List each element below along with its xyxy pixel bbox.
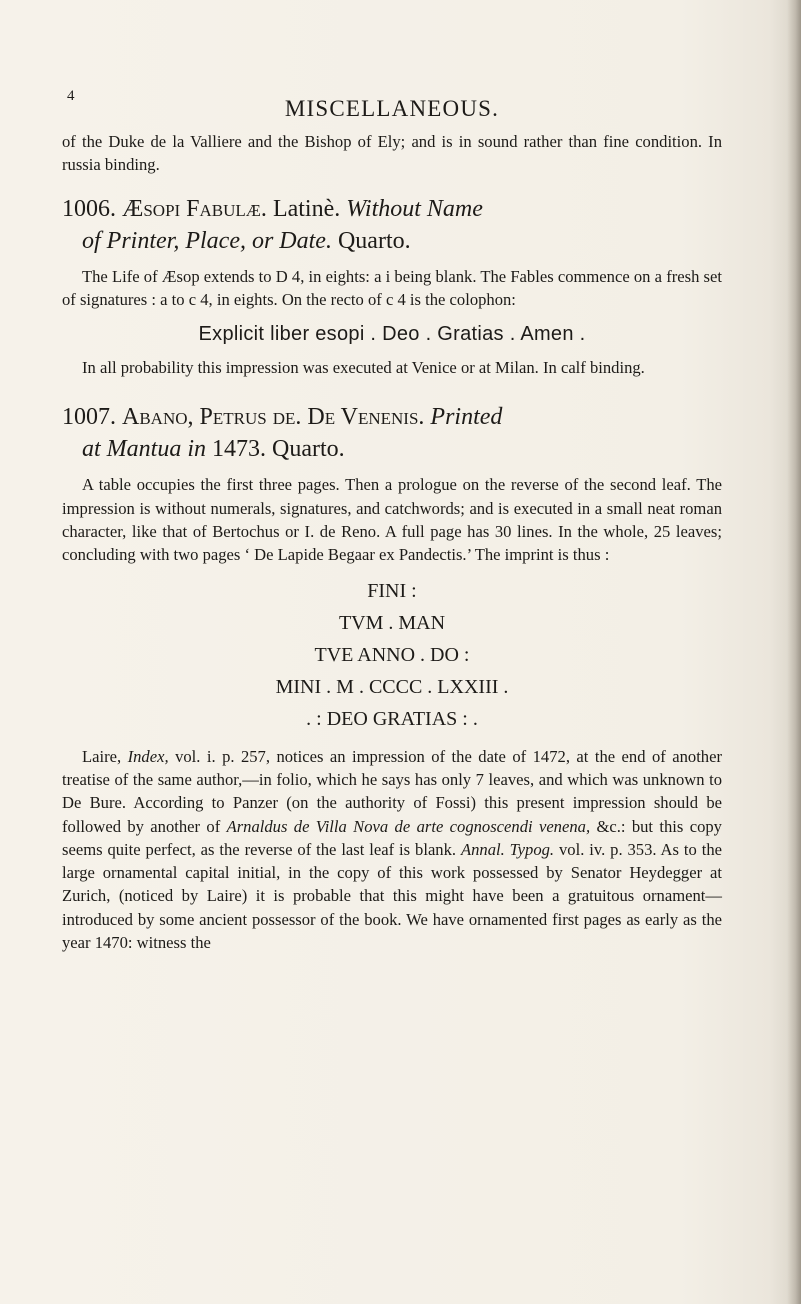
entry-1007-imprint [62,575,722,735]
imprint-line: . : DEO GRATIAS : . [306,707,478,730]
entry-number: 1007. [62,404,116,431]
page-edge-shadow [787,0,801,1304]
entry-1006-colophon: Explicit liber esopi . Deo . Gratias . Amen . [198,323,586,346]
entry-imprint-note-cont: of Printer, Place, or Date. [82,227,332,254]
entry-year: 1473. [212,436,266,463]
entry-1007-description: A table occupies the first three pages. Then a prologue on the reverse of the second leaf. The impression is without numerals, signatures, and catchwords; and is executed in a small neat roman character, like that of Bertochus or I. de Reno. A full page has 30 lines. In the whole, 25 leaves; concluding with two pages ‘ De Lapide Begaar ex Pandectis.’ The imprint is thus : [62,475,722,565]
entry-title: De Venenis. [307,404,425,431]
intro-paragraph: of the Duke de la Valliere and the Bishop of Ely; and is in sound rather than fine condition. In russia binding. [62,132,722,175]
entry-format: Quarto. [272,436,345,463]
commentary-part2: &c.: but this copy seems quite perfect, as the reverse of the last leaf is blank. [62,816,722,859]
entry-number: 1006. [62,195,116,222]
imprint-line: TVE ANNO . DO : [314,643,470,666]
page-header [62,88,722,130]
entry-author: Abano, Petrus de. [122,404,302,431]
commentary-laire: Laire, [82,746,122,766]
entry-imprint-note: Without Name [346,195,483,222]
commentary-annal: Annal. Typog. [460,839,555,859]
entry-place: at Mantua in [82,436,206,463]
entry-1007-commentary [62,745,722,955]
commentary-part1: vol. i. p. 257, notices an impression of the date of 1472, at the end of another treatise of the same author,—in folio, which he says has only 7 leaves, and which was unknown to De Bure. According to Panzer (on the authority of Fossi) this present impression should be followed by another of [62,746,722,836]
page-number: 4 [67,88,75,104]
running-title: MISCELLANEOUS. [284,96,500,121]
entry-printed: Printed [430,404,503,431]
entry-1006-description: The Life of Æsop extends to D 4, in eights: a i being blank. The Fables commence on a fresh set of signatures : a to c 4, in eights. On the recto of c 4 is the colophon: [62,266,722,309]
imprint-line: MINI . M . CCCC . LXXIII . [275,675,509,698]
commentary-part3: vol. iv. p. 353. As to the large ornamental capital initial, in the copy of this work possessed by Senator Heydegger at Zurich, (noticed by Laire) it is probable that this might have been a gratuitous ornament—introduced by some ancient possessor of the book. We have ornamented first pages as early as the year 1470: witness the [62,839,722,953]
entry-title: Æsopi Fabulæ. [122,195,267,222]
page-content [62,88,722,954]
entry-language: Latinè. [272,195,341,222]
imprint-line: FINI : [367,579,417,602]
commentary-arnaldus: Arnaldus de Villa Nova de arte cognoscendi venena, [226,816,591,836]
entry-1006-heading [62,193,722,257]
imprint-line: TVM . MAN [338,611,446,634]
entry-1006-note: In all probability this impression was executed at Venice or at Milan. In calf binding. [82,358,645,378]
commentary-index: Index, [127,746,169,766]
entry-format: Quarto. [337,227,411,254]
entry-1007-heading [62,401,722,465]
